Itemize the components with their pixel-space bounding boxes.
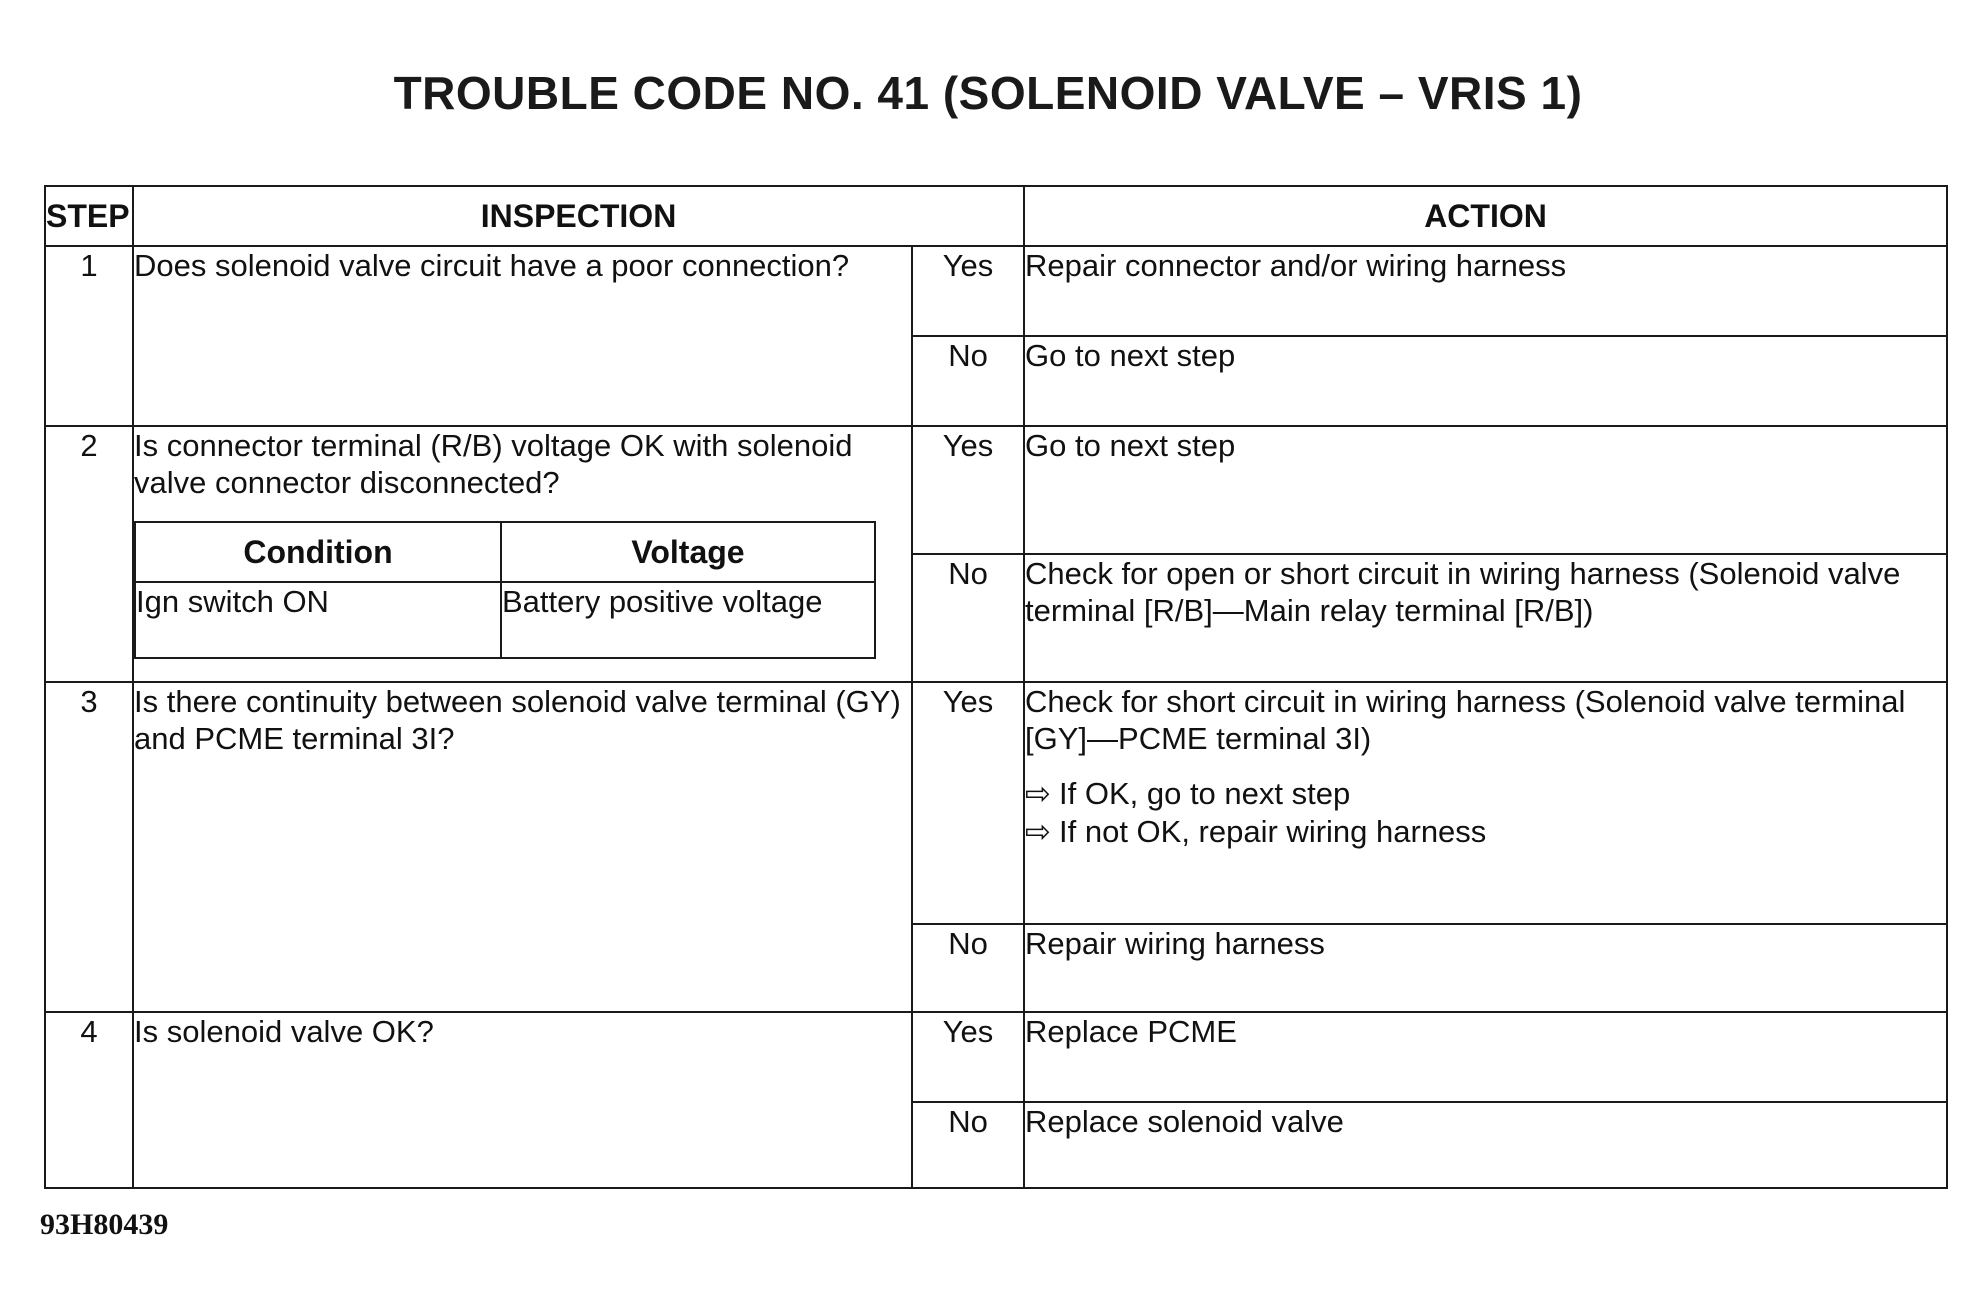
inspection-text: Is connector terminal (R/B) voltage OK with solenoid valve connector disconnected? (134, 428, 853, 500)
no-label: No (912, 336, 1024, 426)
action-header: ACTION (1024, 186, 1947, 246)
voltage-value: Battery positive voltage (501, 582, 875, 658)
no-label: No (912, 554, 1024, 682)
yes-label: Yes (912, 246, 1024, 336)
table-row (45, 1012, 1947, 1102)
page-title: TROUBLE CODE NO. 41 (SOLENOID VALVE – VRIS 1) (393, 67, 1583, 119)
yes-action-cell (1024, 682, 1947, 924)
yes-action: Repair connector and/or wiring harness (1024, 246, 1947, 336)
figure-id: 93H80439 (40, 1208, 169, 1241)
yes-action: Go to next step (1024, 426, 1947, 554)
no-action: Repair wiring harness (1024, 924, 1947, 1012)
sub-action-not-ok: ⇨ If not OK, repair wiring harness (1025, 814, 1487, 850)
condition-header: Condition (135, 522, 501, 582)
yes-action: Replace PCME (1024, 1012, 1947, 1102)
step-number: 2 (45, 426, 133, 682)
no-label: No (912, 1102, 1024, 1188)
voltage-header: Voltage (501, 522, 875, 582)
table-row (45, 426, 1947, 554)
no-action: Replace solenoid valve (1024, 1102, 1947, 1188)
step-number: 3 (45, 682, 133, 1012)
no-action: Go to next step (1024, 336, 1947, 426)
yes-action: Check for short circuit in wiring harness (Solenoid valve terminal [GY]—PCME terminal 3I) (1025, 684, 1906, 756)
inspection-text: Is solenoid valve OK? (133, 1012, 912, 1188)
inspection-text: Is there continuity between solenoid valve terminal (GY) and PCME terminal 3I? (133, 682, 912, 1012)
yes-label: Yes (912, 1012, 1024, 1102)
inspection-header: INSPECTION (133, 186, 1024, 246)
condition-value: Ign switch ON (135, 582, 501, 658)
no-action: Check for open or short circuit in wiring harness (Solenoid valve terminal [R/B]—Main relay terminal [R/B]) (1024, 554, 1947, 682)
no-label: No (912, 924, 1024, 1012)
step-number: 4 (45, 1012, 133, 1188)
inspection-text: Does solenoid valve circuit have a poor connection? (133, 246, 912, 426)
table-row (45, 682, 1947, 924)
arrow-right-icon: ⇨ (1025, 814, 1051, 850)
sub-action-ok: ⇨ If OK, go to next step (1025, 776, 1351, 812)
step-number: 1 (45, 246, 133, 426)
inspection-cell (133, 426, 912, 682)
step-header: STEP (45, 186, 133, 246)
trouble-code-table (44, 185, 1948, 1189)
arrow-right-icon: ⇨ (1025, 776, 1051, 812)
condition-voltage-table (134, 521, 876, 659)
yes-label: Yes (912, 426, 1024, 554)
table-header-row (45, 186, 1947, 246)
yes-label: Yes (912, 682, 1024, 924)
table-row (45, 246, 1947, 336)
